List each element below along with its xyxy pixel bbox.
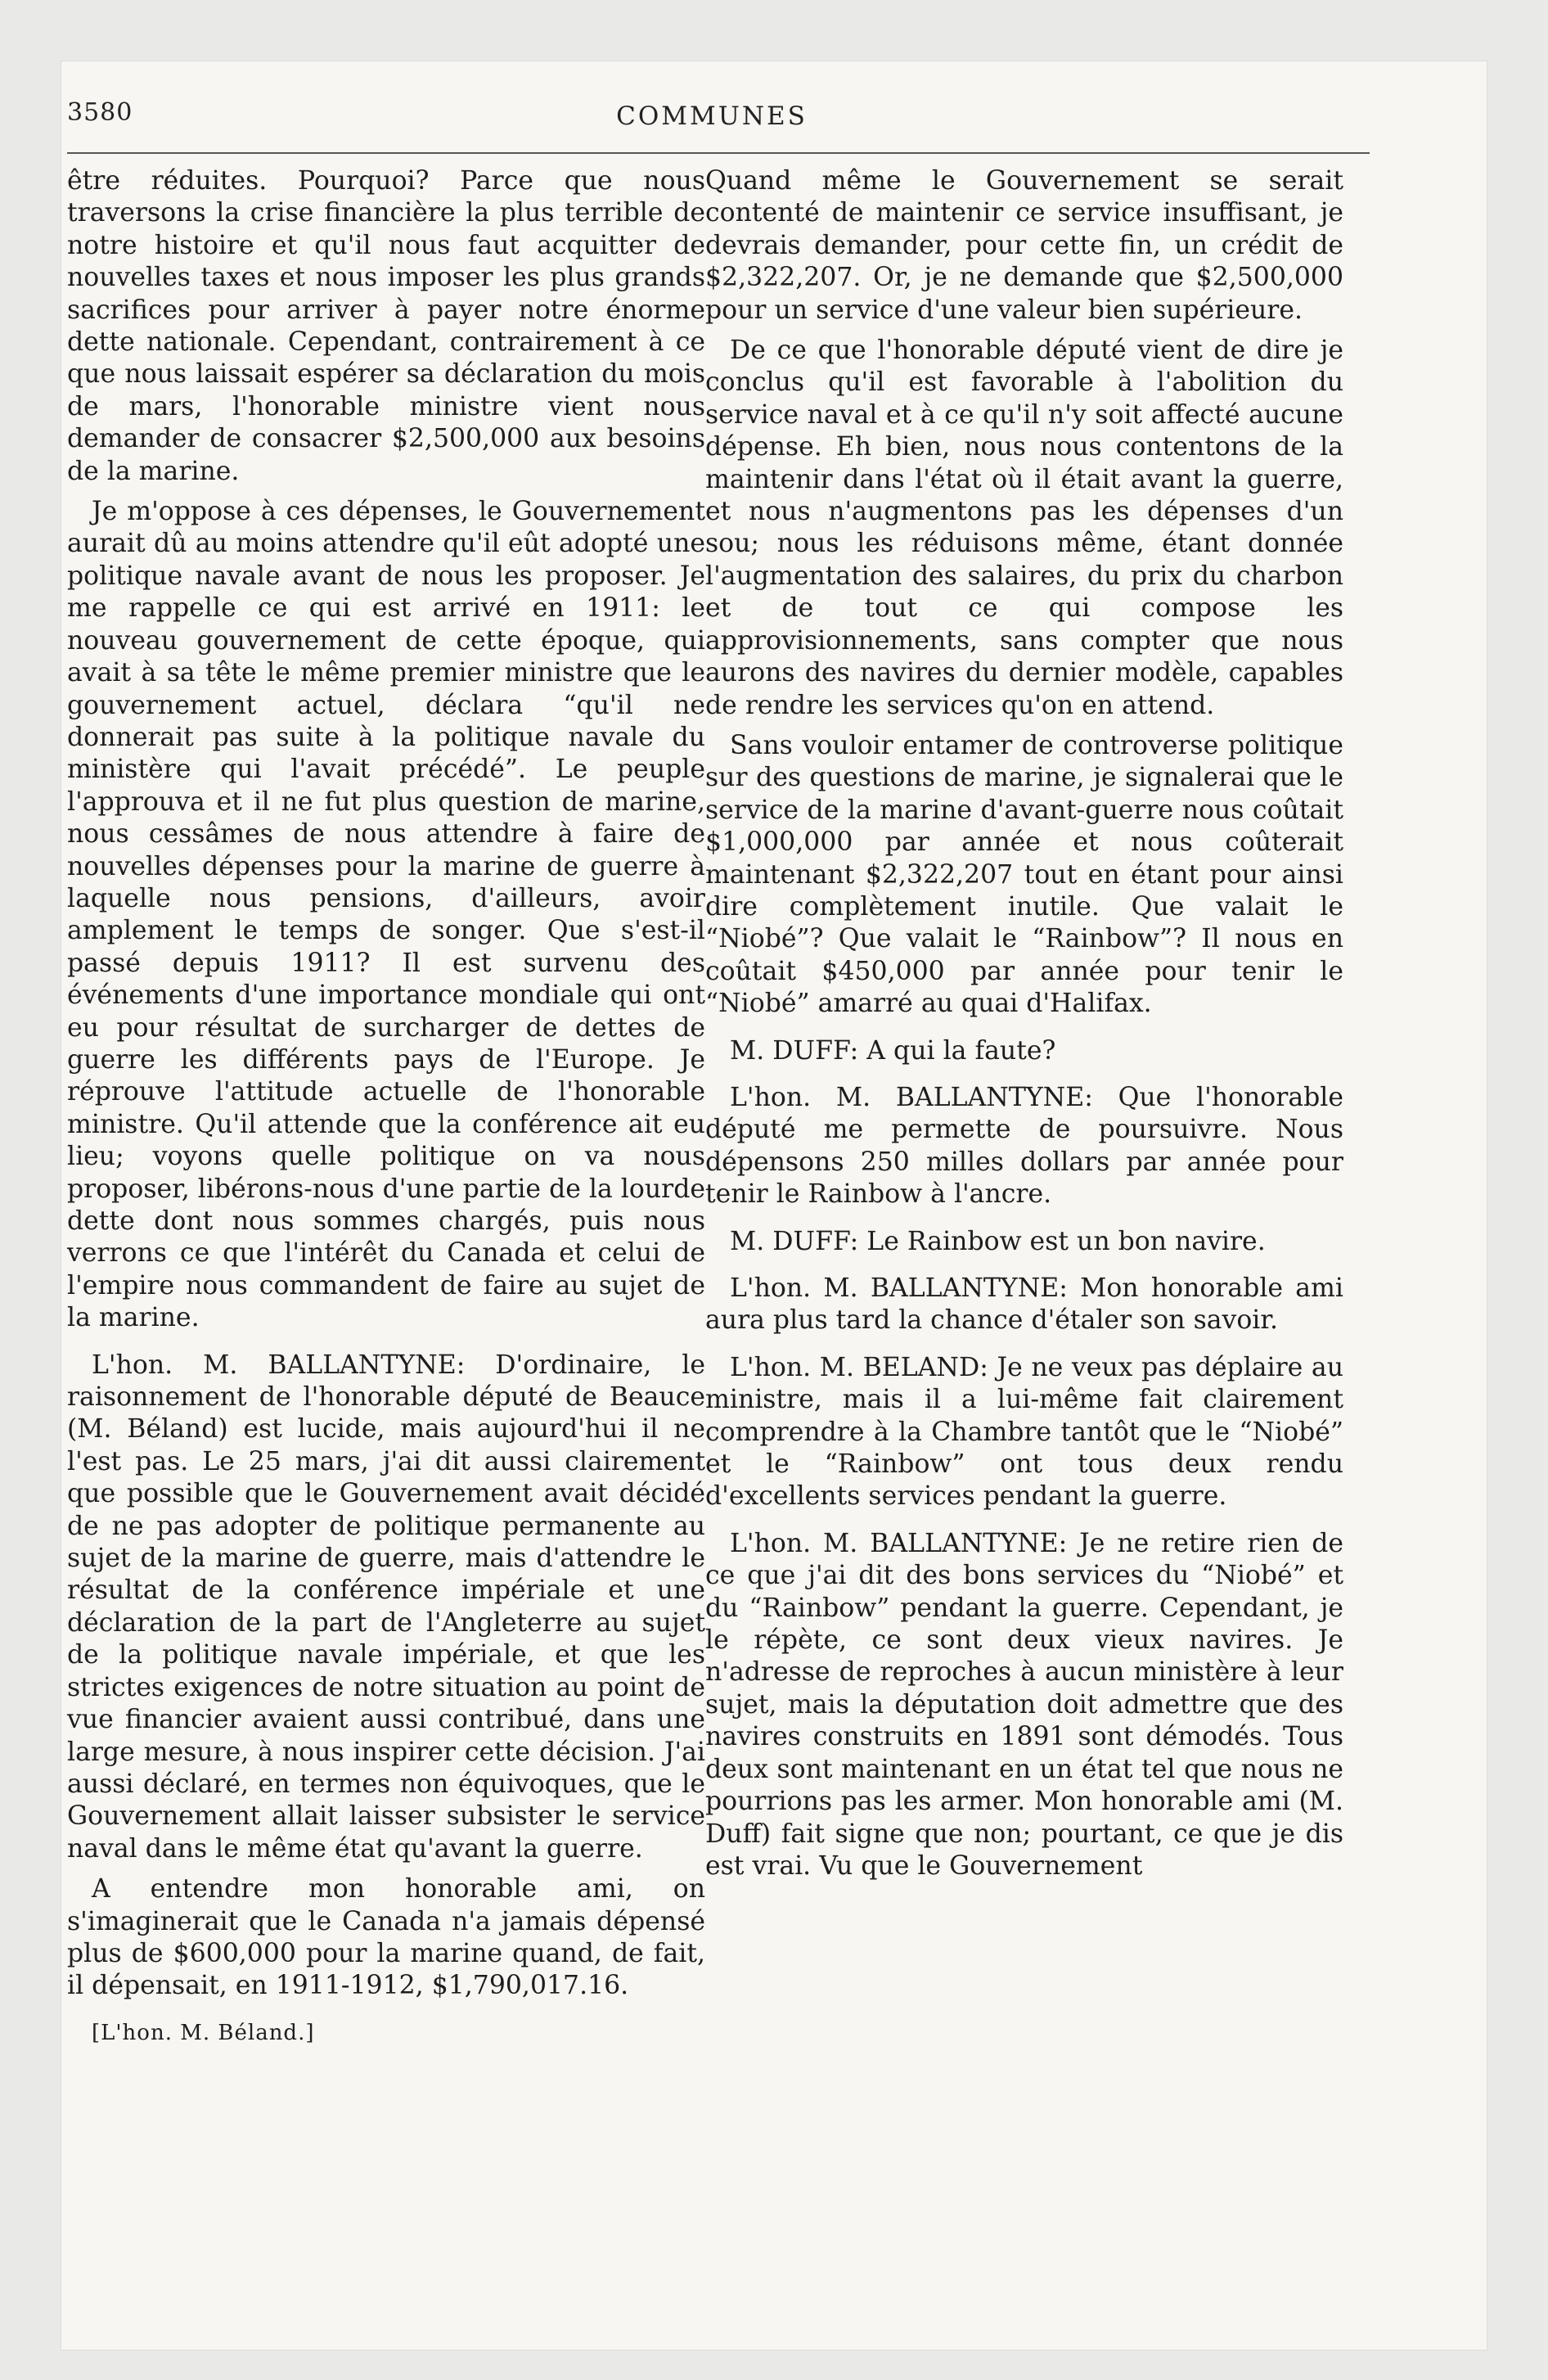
speaker-paragraph: L'hon. M. BALLANTYNE: Je ne retire rien de ce que j'ai dit des bons services du “Niobé” et du “Rainbow” pendant la guerre. Cependant, je le répète, ce sont deux vieux navires. Je n'adresse de reproches à aucun ministère à leur sujet, mais la députation doit admettre que des navires construits en 1891 sont démodés. Tous deux sont maintenant en un état tel que nous ne pourrions pas les armer. Mon honorable ami (M. Duff) fait signe que non; pourtant, ce que je dis est vrai. Vu que le Gouvernement: [705, 1528, 1343, 1881]
speaker-paragraph: M. DUFF: A qui la faute?: [730, 1035, 1056, 1066]
page-number: 3580: [67, 98, 133, 127]
page-header: [67, 98, 1357, 156]
speaker-paragraph: L'hon. M. BALLANTYNE: Mon honorable ami aura plus tard la chance d'étaler son savoir.: [705, 1273, 1343, 1336]
paragraph: De ce que l'honorable député vient de dire je conclus qu'il est favorable à l'abolition du service naval et à ce qu'il n'y soit affecté aucune dépense. Eh bien, nous nous contentons de la maintenir dans l'état où il était avant la guerre, et nous n'augmentons pas les dépenses d'un sou; nous les réduisons même, étant donnée l'augmentation des salaires, du prix du charbon et de tout ce qui compose les approvisionnements, sans compter que nous aurons des navires du dernier modèle, capables de rendre les services qu'on en attend.: [705, 336, 1343, 720]
left-column: [67, 165, 705, 2049]
speaker-attribution: [L'hon. M. Béland.]: [92, 2020, 315, 2045]
header-rule: [67, 152, 1370, 154]
speaker-paragraph: M. DUFF: Le Rainbow est un bon navire.: [730, 1226, 1266, 1256]
speaker-paragraph: L'hon. M. BELAND: Je ne veux pas déplaire au ministre, mais il a lui-même fait clairement comprendre à la Chambre tantôt que le “Niobé” et le “Rainbow” ont tous deux rendu d'excellents services pendant la guerre.: [705, 1352, 1343, 1512]
paragraph: Sans vouloir entamer de controverse politique sur des questions de marine, je signalerai que le service de la marine d'avant-guerre nous coûtait $1,000,000 par année et nous coûterait maintenant $2,322,207 tout en étant pour ainsi dire complètement inutile. Que valait le “Niobé”? Que valait le “Rainbow”? Il nous en coûtait $450,000 par année pour tenir le “Niobé” amarré au quai d'Halifax.: [705, 730, 1343, 1019]
speaker-paragraph: L'hon. M. BALLANTYNE: Que l'honorable député me permette de poursuivre. Nous dépensons 250 milles dollars par année pour tenir le Rainbow à l'ancre.: [705, 1082, 1343, 1210]
paragraph: être réduites. Pourquoi? Parce que nous traversons la crise financière la plus terrible de notre histoire et qu'il nous faut acquitter de nouvelles taxes et nous imposer les plus grands sacrifices pour arriver à payer notre énorme dette nationale. Cependant, contrairement à ce que nous laissait espérer sa déclaration du mois de mars, l'honorable ministre vient nous demander de consacrer $2,500,000 aux besoins de la marine.: [67, 166, 705, 486]
right-column: [705, 165, 1343, 1891]
speaker-paragraph: L'hon. M. BALLANTYNE: D'ordinaire, le raisonnement de l'honorable député de Beauce (M. Béland) est lucide, mais aujourd'hui il ne l'est pas. Le 25 mars, j'ai dit aussi clairement que possible que le Gouvernement avait décidé de ne pas adopter de politique permanente au sujet de la marine de guerre, mais d'attendre le résultat de la conférence impériale et une déclaration de la part de l'Angleterre au sujet de la politique navale impériale, et que les strictes exigences de notre situation au point de vue financier avaient aussi contribué, dans une large mesure, à nous inspirer cette décision. J'ai aussi déclaré, en termes non équivoques, que le Gouvernement allait laisser subsister le service naval dans le même état qu'avant la guerre.: [67, 1350, 705, 1864]
paragraph: Je m'oppose à ces dépenses, le Gouvernement aurait dû au moins attendre qu'il eût adopté une politique navale avant de nous les proposer. Je me rappelle ce qui est arrivé en 1911: le nouveau gouvernement de cette époque, qui avait à sa tête le même premier ministre que le gouvernement actuel, déclara “qu'il ne donnerait pas suite à la politique navale du ministère qui l'avait précédé”. Le peuple l'approuva et il ne fut plus question de marine, nous cessâmes de nous attendre à faire de nouvelles dépenses pour la marine de guerre à laquelle nous pensions, d'ailleurs, avoir amplement le temps de songer. Que s'est-il passé depuis 1911? Il est survenu des événements d'une importance mondiale qui ont eu pour résultat de surcharger de dettes de guerre les différents pays de l'Europe. Je réprouve l'attitude actuelle de l'honorable ministre. Qu'il attende que la conférence ait eu lieu; voyons quelle politique on va nous proposer, libérons-nous d'une partie de la lourde dette dont nous sommes chargés, puis nous verrons ce que l'intérêt du Canada et celui de l'empire nous commandent de faire au sujet de la marine.: [67, 497, 705, 1333]
paragraph: Quand même le Gouvernement se serait contenté de maintenir ce service insuffisant, je devrais demander, pour cette fin, un crédit de $2,322,207. Or, je ne demande que $2,500,000 pour un service d'une valeur bien supérieure.: [705, 166, 1343, 325]
running-title: COMMUNES: [616, 101, 808, 131]
paragraph: A entendre mon honorable ami, on s'imaginerait que le Canada n'a jamais dépensé plus de $600,000 pour la marine quand, de fait, il dépensait, en 1911-1912, $1,790,017.16.: [67, 1874, 705, 2001]
